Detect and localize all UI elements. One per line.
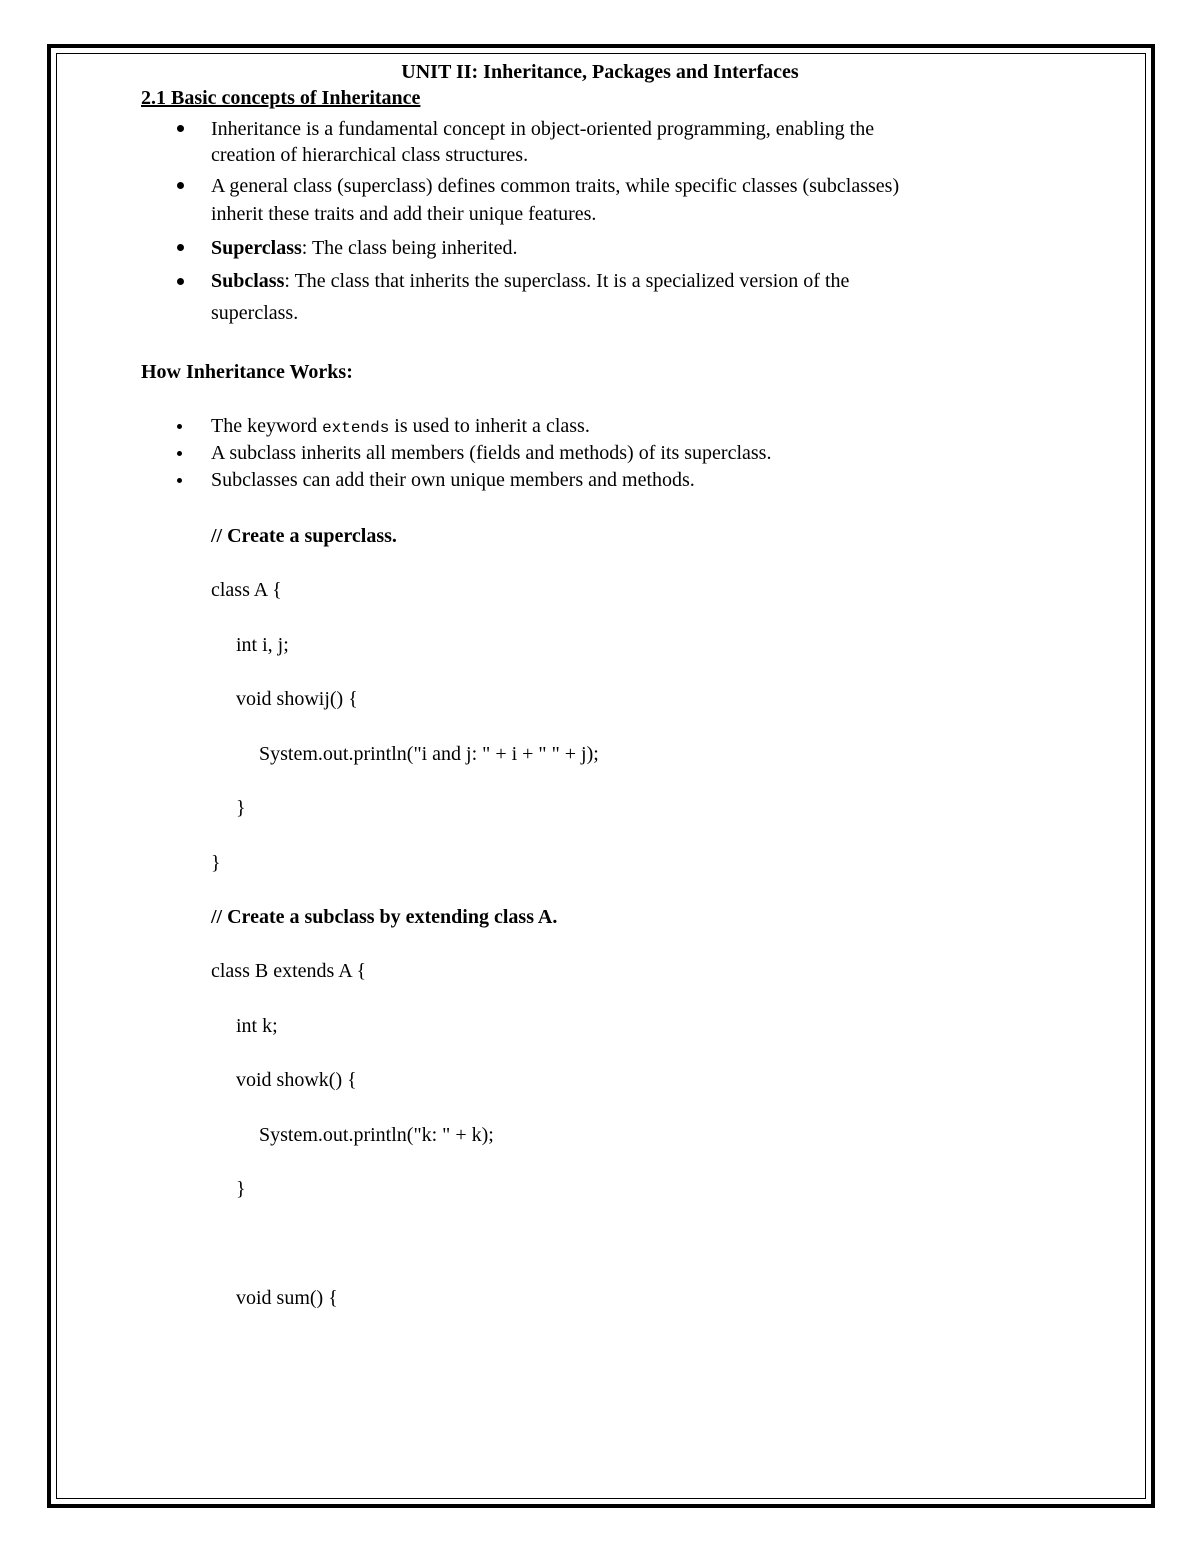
code-line: int k;	[236, 1015, 278, 1037]
code-line: }	[211, 852, 221, 874]
bullet-2-line-1: A general class (superclass) defines common traits, while specific classes (subclasses)	[211, 175, 900, 197]
code-line: }	[236, 797, 246, 819]
how-bullet-1	[211, 414, 590, 440]
bullet-3	[211, 236, 517, 260]
bullet-3-text: : The class being inherited.	[301, 237, 518, 259]
section-number: 2.1	[141, 87, 166, 109]
page-border	[47, 44, 1155, 1508]
term-superclass: Superclass	[211, 237, 302, 259]
how-bullet-1-post: is used to inherit a class.	[389, 415, 590, 437]
code-comment-subclass: // Create a subclass by extending class A.	[211, 906, 558, 928]
code-line: int i, j;	[236, 634, 289, 656]
bullet-4-text: : The class that inherits the superclass. It is a specialized version of the	[284, 270, 850, 292]
bullet-2-line-2: inherit these traits and add their unique features.	[211, 203, 597, 225]
code-line: System.out.println("i and j: " + i + " " + j);	[259, 743, 599, 765]
term-subclass: Subclass	[211, 270, 285, 292]
code-line: class A {	[211, 579, 282, 601]
bullet-icon	[177, 451, 182, 456]
bullet-icon	[177, 278, 184, 285]
bullet-4-line-1	[211, 269, 849, 293]
code-line: System.out.println("k: " + k);	[259, 1124, 494, 1146]
code-line: void sum() {	[236, 1287, 338, 1309]
section-heading	[141, 86, 420, 110]
bullet-4-line-2: superclass.	[211, 302, 299, 324]
how-heading: How Inheritance Works:	[141, 361, 353, 383]
code-line: class B extends A {	[211, 960, 367, 982]
how-bullet-1-pre: The keyword	[211, 415, 323, 437]
how-bullet-2: A subclass inherits all members (fields and methods) of its superclass.	[211, 442, 772, 464]
how-bullet-3: Subclasses can add their own unique members and methods.	[211, 469, 695, 491]
unit-title: UNIT II: Inheritance, Packages and Interfaces	[401, 61, 799, 83]
keyword-extends: extends	[322, 419, 390, 437]
bullet-1-line-1: Inheritance is a fundamental concept in object-oriented programming, enabling the	[211, 118, 875, 140]
code-comment-superclass: // Create a superclass.	[211, 525, 397, 547]
bullet-1-line-2: creation of hierarchical class structures.	[211, 144, 529, 166]
bullet-icon	[177, 182, 184, 189]
bullet-icon	[177, 125, 184, 132]
code-line: }	[236, 1178, 246, 1200]
bullet-icon	[177, 478, 182, 483]
bullet-icon	[177, 424, 182, 429]
section-title: Basic concepts of Inheritance	[171, 87, 421, 109]
code-line: void showij() {	[236, 688, 358, 710]
bullet-icon	[177, 244, 184, 251]
code-line: void showk() {	[236, 1069, 357, 1091]
